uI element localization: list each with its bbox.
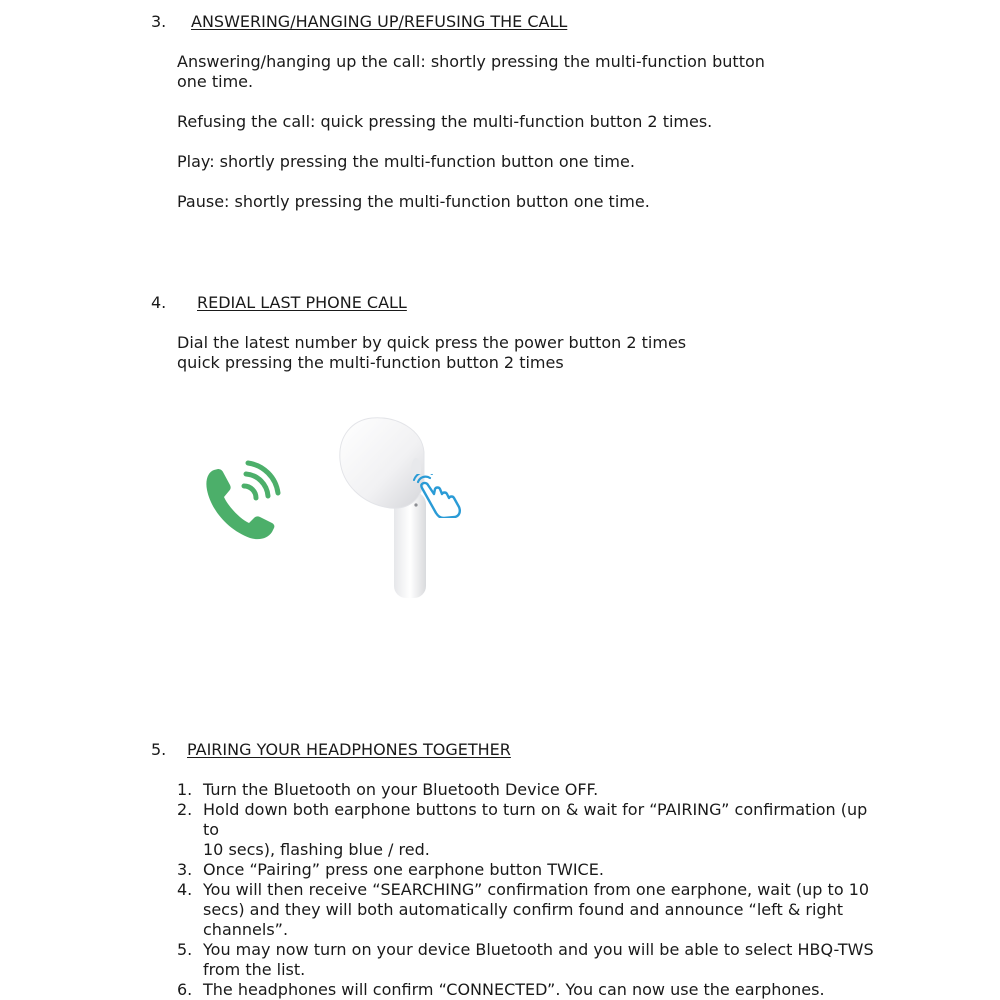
pairing-step-text: 10 secs), flashing blue / red. (203, 840, 430, 859)
section-3-number: 3. (151, 12, 167, 31)
pairing-step-text: from the list. (203, 960, 306, 979)
pairing-step-number: 3. (177, 860, 193, 879)
pairing-step-text: Once “Pairing” press one earphone button TWICE. (203, 860, 604, 879)
phone-ringing-icon (200, 460, 284, 544)
pairing-step-number: 6. (177, 980, 193, 999)
pairing-step (177, 940, 877, 980)
pause-text: Pause: shortly pressing the multi-function button one time. (177, 192, 650, 211)
pairing-step (177, 980, 877, 1000)
pairing-step (177, 860, 877, 880)
pairing-step-text: Turn the Bluetooth on your Bluetooth Device OFF. (203, 780, 599, 799)
refuse-text: Refusing the call: quick pressing the multi-function button 2 times. (177, 112, 713, 131)
play-text: Play: shortly pressing the multi-function button one time. (177, 152, 635, 171)
section-5-title: PAIRING YOUR HEADPHONES TOGETHER (187, 740, 511, 759)
pairing-step-number: 2. (177, 800, 193, 819)
pairing-step-text: Hold down both earphone buttons to turn on & wait for “PAIRING” confirmation (up to (203, 800, 868, 839)
pairing-step (177, 780, 877, 800)
section-5-heading (151, 740, 511, 760)
pairing-step-text: secs) and they will both automatically confirm found and announce “left & right (203, 900, 843, 919)
pairing-step-text: channels”. (203, 920, 289, 939)
pairing-steps-list (177, 780, 877, 1000)
answer-text-line2: one time. (177, 72, 254, 91)
section-4-number: 4. (151, 293, 167, 312)
section-4-title: REDIAL LAST PHONE CALL (197, 293, 407, 312)
pairing-step-number: 5. (177, 940, 193, 959)
redial-text-line1: Dial the latest number by quick press the power button 2 times (177, 333, 687, 352)
redial-text-line2: quick pressing the multi-function button 2 times (177, 353, 564, 372)
tap-hand-icon (410, 474, 466, 518)
pairing-step (177, 800, 877, 860)
pairing-step-number: 1. (177, 780, 193, 799)
section-5-number: 5. (151, 740, 167, 759)
answer-text-line1: Answering/hanging up the call: shortly pressing the multi-function button (177, 52, 765, 71)
pairing-step-text: The headphones will confirm “CONNECTED”. You can now use the earphones. (203, 980, 825, 999)
pairing-step-text: You may now turn on your device Bluetooth and you will be able to select HBQ-TWS (203, 940, 874, 959)
pairing-step-number: 4. (177, 880, 193, 899)
section-3-heading (151, 12, 567, 32)
pairing-step (177, 880, 877, 940)
section-4-heading (151, 293, 407, 313)
pairing-step-text: You will then receive “SEARCHING” confirmation from one earphone, wait (up to 10 (203, 880, 870, 899)
section-3-title: ANSWERING/HANGING UP/REFUSING THE CALL (191, 12, 568, 31)
